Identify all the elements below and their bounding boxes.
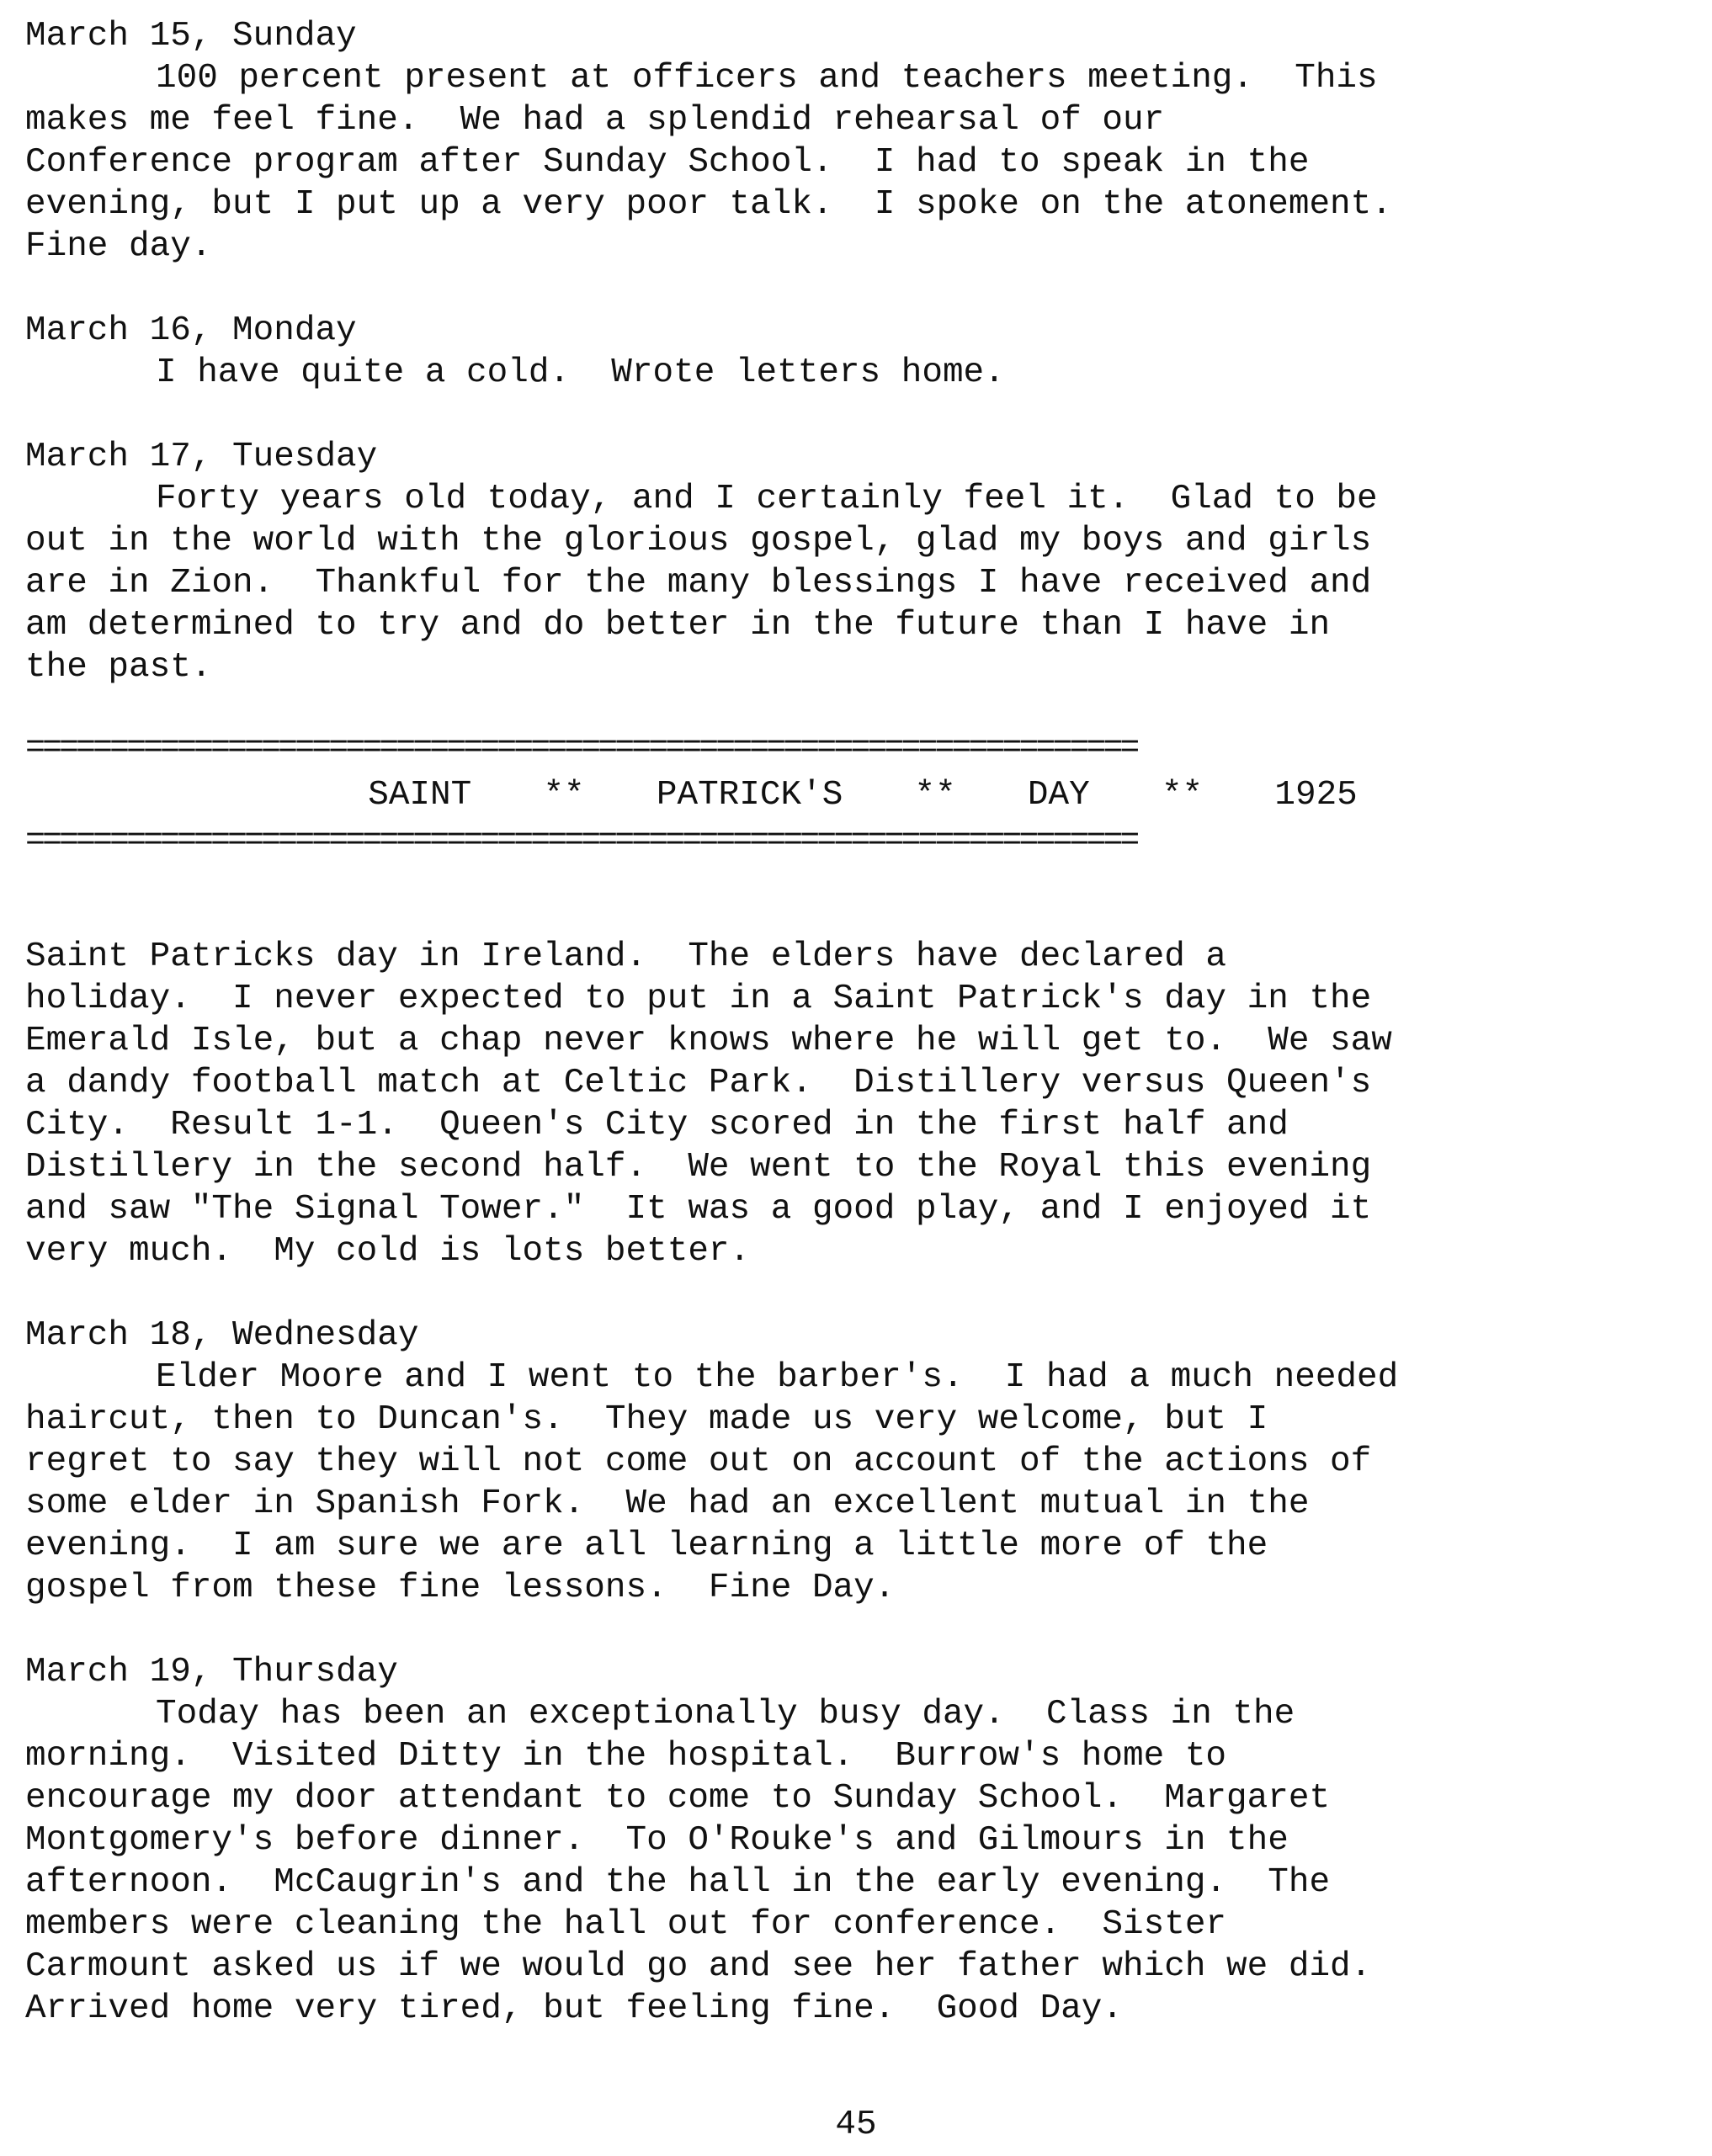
- entries-before: [25, 15, 1700, 688]
- entry-text-line: morning. Visited Ditty in the hospital. Burrow's home to: [25, 1737, 1227, 1776]
- entry-text-line: makes me feel fine. We had a splendid rehearsal of our: [25, 101, 1165, 140]
- entry-text-line: City. Result 1-1. Queen's City scored in the first half and: [25, 1106, 1289, 1144]
- entry-text-line: Fine day.: [25, 227, 212, 266]
- banner-title: SAINT ** PATRICK'S ** DAY ** 1925: [368, 776, 1358, 815]
- entry-text-line: Elder Moore and I went to the barber's. I had a much needed: [156, 1358, 1399, 1397]
- diary-entry: [25, 1651, 1700, 2030]
- entry-text-line: evening, but I put up a very poor talk. I spoke on the atonement.: [25, 185, 1392, 224]
- entry-date: March 15, Sunday: [25, 17, 357, 56]
- entry-text-line: am determined to try and do better in the future than I have in: [25, 606, 1331, 645]
- entry-text-line: Carmount asked us if we would go and see her father which we did.: [25, 1947, 1372, 1986]
- entry-text-line: a dandy football match at Celtic Park. Distillery versus Queen's: [25, 1064, 1372, 1102]
- diary-entry: [25, 1314, 1700, 1609]
- entry-text-line: Distillery in the second half. We went to the Royal this evening: [25, 1148, 1372, 1187]
- entry-date: March 19, Thursday: [25, 1653, 398, 1691]
- entry-text-line: Forty years old today, and I certainly feel it. Glad to be: [156, 480, 1378, 518]
- entry-text-line: are in Zion. Thankful for the many blessings I have received and: [25, 564, 1372, 603]
- entry-text-line: Montgomery's before dinner. To O'Rouke's and Gilmours in the: [25, 1821, 1289, 1860]
- entry-text-line: out in the world with the glorious gospel, glad my boys and girls: [25, 522, 1372, 560]
- entry-text-line: Emerald Isle, but a chap never knows where he will get to. We saw: [25, 1022, 1392, 1060]
- entry-text-line: Saint Patricks day in Ireland. The elders have declared a: [25, 937, 1227, 976]
- entry-text-line: I have quite a cold. Wrote letters home.: [156, 353, 1005, 392]
- entry-text-line: afternoon. McCaugrin's and the hall in the early evening. The: [25, 1863, 1331, 1902]
- diary-page: [25, 15, 1700, 2072]
- entry-text-line: 100 percent present at officers and teachers meeting. This: [156, 59, 1378, 98]
- entry-text-line: Arrived home very tired, but feeling fine. Good Day.: [25, 1989, 1124, 2028]
- banner-bottom-rule: ==================================================================: [25, 823, 1137, 860]
- entry-text-line: and saw "The Signal Tower." It was a good play, and I enjoyed it: [25, 1190, 1372, 1229]
- entry-text-line: Today has been an exceptionally busy day. Class in the: [156, 1695, 1295, 1734]
- entry-text-line: Conference program after Sunday School. I had to speak in the: [25, 143, 1310, 182]
- entry-date: March 17, Tuesday: [25, 438, 378, 476]
- diary-entry: [25, 936, 1700, 1272]
- banner-top-rule: ==================================================================: [25, 730, 1137, 767]
- entry-text-line: holiday. I never expected to put in a Saint Patrick's day in the: [25, 980, 1372, 1018]
- saint-patricks-banner: [25, 730, 1700, 860]
- entry-text-line: some elder in Spanish Fork. We had an excellent mutual in the: [25, 1484, 1310, 1523]
- entry-text-line: evening. I am sure we are all learning a little more of the: [25, 1527, 1268, 1565]
- diary-entry: [25, 436, 1700, 688]
- entry-date: March 18, Wednesday: [25, 1316, 419, 1355]
- entry-text-line: haircut, then to Duncan's. They made us very welcome, but I: [25, 1400, 1268, 1439]
- entries-after: [25, 936, 1700, 2030]
- entry-text-line: the past.: [25, 648, 212, 687]
- entry-date: March 16, Monday: [25, 311, 357, 350]
- diary-entry: [25, 15, 1700, 268]
- entry-text-line: encourage my door attendant to come to Sunday School. Margaret: [25, 1779, 1331, 1818]
- entry-text-line: very much. My cold is lots better.: [25, 1232, 751, 1271]
- page-number: 45: [835, 2106, 877, 2144]
- diary-entry: [25, 310, 1700, 394]
- entry-text-line: regret to say they will not come out on account of the actions of: [25, 1442, 1372, 1481]
- entry-text-line: gospel from these fine lessons. Fine Day.: [25, 1569, 896, 1607]
- entry-text-line: members were cleaning the hall out for conference. Sister: [25, 1905, 1227, 1944]
